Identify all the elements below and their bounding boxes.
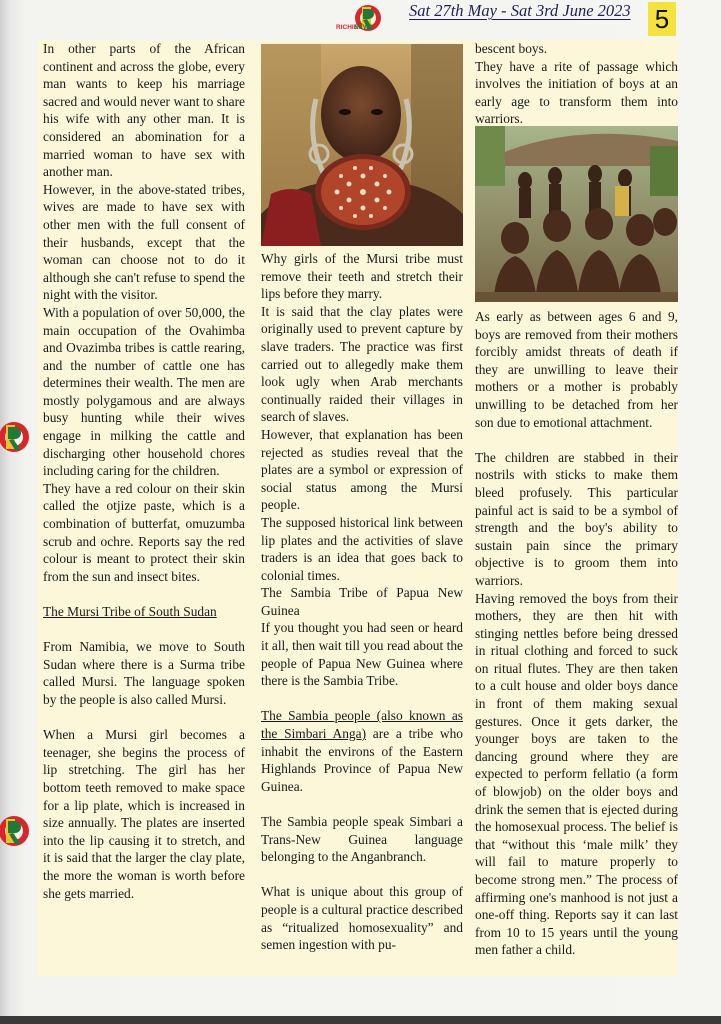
article-column-3-bottom xyxy=(475,308,678,959)
photo-caption: Why girls of the Mursi tribe must remove their teeth and stretch their lips before they marry. xyxy=(261,251,463,302)
paragraph: However, in the above-stated tribes, wives are made to have sex with other men with the full consent of their husbands, except that the woman can choose not to do it although she can't refuse to spend the night with the visitor. xyxy=(43,181,245,303)
underlined-phrase: The Sambia people (also known as the Simbari Anga) xyxy=(261,708,463,742)
side-logo-bottom xyxy=(0,812,34,850)
paragraph: bescent boys. xyxy=(475,41,548,56)
paragraph: From Namibia, we move to South Sudan where there is a Surma tribe called Mursi. The language spoken by the people is also called Mursi. xyxy=(43,639,245,707)
paragraph: What is unique about this group of people is a cultural practice described as “ritualized homosexuality” and semen ingestion with pu- xyxy=(261,884,463,953)
paragraph: As early as between ages 6 and 9, boys are removed from their mothers forcibly amidst threats of death if they are unwilling to leave their mothers or a mother is probably unwilling to be detached from her son due to emotional attachment. xyxy=(475,309,678,430)
paragraph: In other parts of the African continent and across the globe, every man wants to keep his marriage sacred and would never want to share his wife with any other man. It is considered an abomination for a married woman to have sex with another man. xyxy=(43,41,245,180)
paragraph: It is said that the clay plates were originally used to prevent capture by slave traders. The practice was first carried out to allegedly make them look ugly when Arab merchants continually raided their villages in search of slaves. xyxy=(261,303,463,425)
paragraph: The Sambia people (also known as the Simbari Anga) are a tribe who inhabit the environs of the Eastern Highlands Province of Papua New Guinea. xyxy=(261,708,463,794)
svg-text:NEWS: NEWS xyxy=(354,24,374,31)
paragraph: The children are stabbed in their nostrils with sticks to make them bleed profusely. This particular painful act is said to be a symbol of strength and the boy's ability to sustain pain since the primary objective is to groom them into warriors. xyxy=(475,449,678,588)
paragraph: When a Mursi girl becomes a teenager, she begins the process of lip stretching. The girl has her bottom teeth removed to make space for a lip plate, which is increased in size annually. The plates are inserted into the lip causing it to stretch, and it is said that the larger the clay plate, the more the woman is worth before she gets married. xyxy=(43,727,245,901)
paragraph: With a population of over 50,000, the main occupation of the Ovahimba and Ovazimba tribes is cattle rearing, and the number of cattle one has determines their wealth. The men are mostly polygamous and are always busy hunting while their wives engage in milking the cattle and discharging other household chores including caring for the children. xyxy=(43,304,245,479)
page-number: 5 xyxy=(648,2,676,36)
svg-text:RICHIE: RICHIE xyxy=(336,24,359,31)
section-heading-sambia: The Sambia Tribe of Papua New Guinea xyxy=(261,585,463,618)
richie-news-logo xyxy=(334,3,384,33)
paragraph: Having removed the boys from their mothers, they are then hit with stinging nettles before being dressed in ritual clothing and forced to suck on ritual flutes. They are then taken to a cult house and older boys dance in front of them making sexual gestures. Once it gets darker, the younger boys are taken to the dancing ground where they are expected to perform fellatio (a form of blowjob) on the older boys and drink the semen that is ejected during the homosexual process. The belief is that “without this ‘male milk’ they will fail to mature properly to become strong men.” The process of affirming one's manhood is not just a one-off thing. Reports say it can last from 10 to 15 years until the young men father a child. xyxy=(475,590,678,958)
mursi-woman-photo xyxy=(261,44,463,246)
paragraph: The Sambia people speak Simbari a Trans-New Guinea language belonging to the Anganbranch. xyxy=(261,814,463,865)
article-column-2 xyxy=(261,250,463,954)
paragraph: They have a rite of passage which involves the initiation of boys at an early age to transform them into warriors. xyxy=(475,58,678,127)
sambia-boys-photo xyxy=(475,126,678,302)
paragraph: The supposed historical link between lip plates and the activities of slave traders is an idea that goes back to colonial times. xyxy=(261,514,463,583)
issue-date-range: Sat 27th May - Sat 3rd June 2023 xyxy=(409,1,631,20)
paragraph: They have a red colour on their skin called the otjize paste, which is a combination of butterfat, omuzumba scrub and ochre. Reports say the red colour is meant to protect their skin from the sun and insect bites. xyxy=(43,480,245,584)
article-column-3-top xyxy=(475,40,678,128)
article-column-1 xyxy=(43,40,245,902)
section-heading-mursi: The Mursi Tribe of South Sudan xyxy=(43,604,217,619)
side-logo-top xyxy=(0,418,34,456)
paragraph: However, that explanation has been rejected as studies reveal that the plates are a symbol or expression of social status among the Mursi people. xyxy=(261,426,463,513)
paragraph: If you thought you had seen or heard it all, then wait till you read about the people of Papua New Guinea where there is the Sambia Tribe. xyxy=(261,620,463,689)
